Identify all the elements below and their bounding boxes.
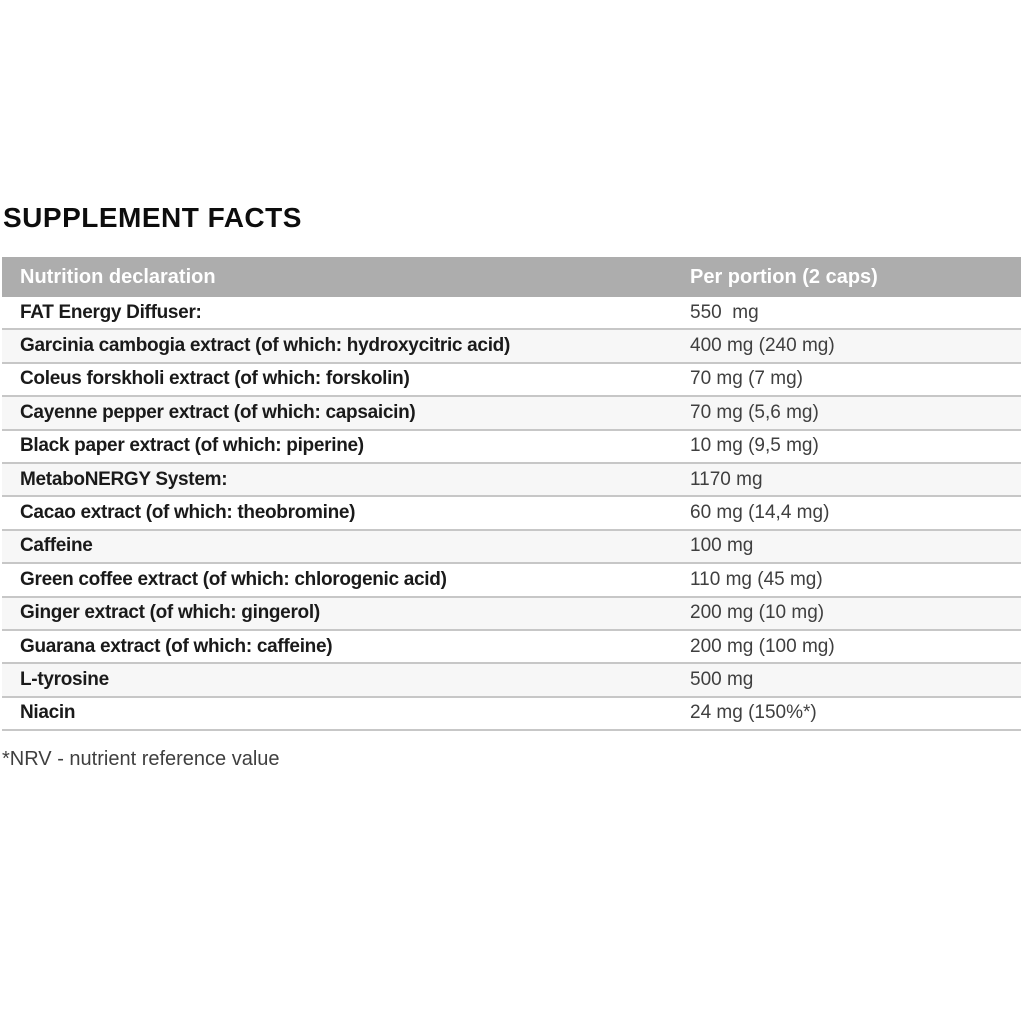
page-title: SUPPLEMENT FACTS: [3, 202, 302, 233]
row-name: Cayenne pepper extract (of which: capsaicin): [20, 401, 416, 423]
nutrition-table: [2, 257, 1021, 731]
row-value: 1170 mg: [690, 468, 763, 490]
nutrition-table-header: [2, 257, 1021, 297]
row-name: Black paper extract (of which: piperine): [20, 435, 364, 457]
table-row: [2, 431, 1021, 464]
table-row: [2, 564, 1021, 597]
row-name: Niacin: [20, 702, 76, 724]
row-name: Garcinia cambogia extract (of which: hydroxycitric acid): [20, 335, 511, 357]
table-row: [2, 330, 1021, 363]
row-name: Ginger extract (of which: gingerol): [20, 602, 320, 624]
table-row: [2, 531, 1021, 564]
table-row: [2, 364, 1021, 397]
row-name: Caffeine: [20, 535, 93, 557]
row-name: MetaboNERGY System:: [20, 468, 228, 490]
header-per-portion: Per portion (2 caps): [690, 265, 878, 288]
table-row: [2, 497, 1021, 530]
row-value: 24 mg (150%*): [690, 702, 817, 724]
row-value: 60 mg (14,4 mg): [690, 502, 830, 524]
table-row: [2, 598, 1021, 631]
row-name: L-tyrosine: [20, 668, 109, 690]
header-nutrition-declaration: Nutrition declaration: [20, 265, 216, 288]
row-value: 100 mg: [690, 535, 754, 557]
row-name: Green coffee extract (of which: chlorogenic acid): [20, 568, 447, 590]
row-value: 400 mg (240 mg): [690, 335, 835, 357]
row-value: 10 mg (9,5 mg): [690, 435, 819, 457]
row-name: Cacao extract (of which: theobromine): [20, 502, 356, 524]
table-row: [2, 631, 1021, 664]
row-value: 70 mg (5,6 mg): [690, 401, 819, 423]
row-value: 110 mg (45 mg): [690, 568, 823, 590]
nutrition-table-body: [2, 297, 1021, 731]
table-row: [2, 698, 1021, 731]
row-value: 200 mg (10 mg): [690, 602, 825, 624]
table-row: [2, 464, 1021, 497]
row-name: Guarana extract (of which: caffeine): [20, 635, 333, 657]
row-value: 70 mg (7 mg): [690, 368, 803, 390]
table-row: [2, 297, 1021, 330]
row-value: 550 mg: [690, 301, 759, 323]
nrv-footnote: *NRV - nutrient reference value: [2, 748, 280, 770]
row-name: Coleus forskholi extract (of which: forskolin): [20, 368, 410, 390]
row-name: FAT Energy Diffuser:: [20, 301, 202, 323]
table-row: [2, 397, 1021, 430]
row-value: 200 mg (100 mg): [690, 635, 835, 657]
row-value: 500 mg: [690, 668, 754, 690]
table-row: [2, 664, 1021, 697]
